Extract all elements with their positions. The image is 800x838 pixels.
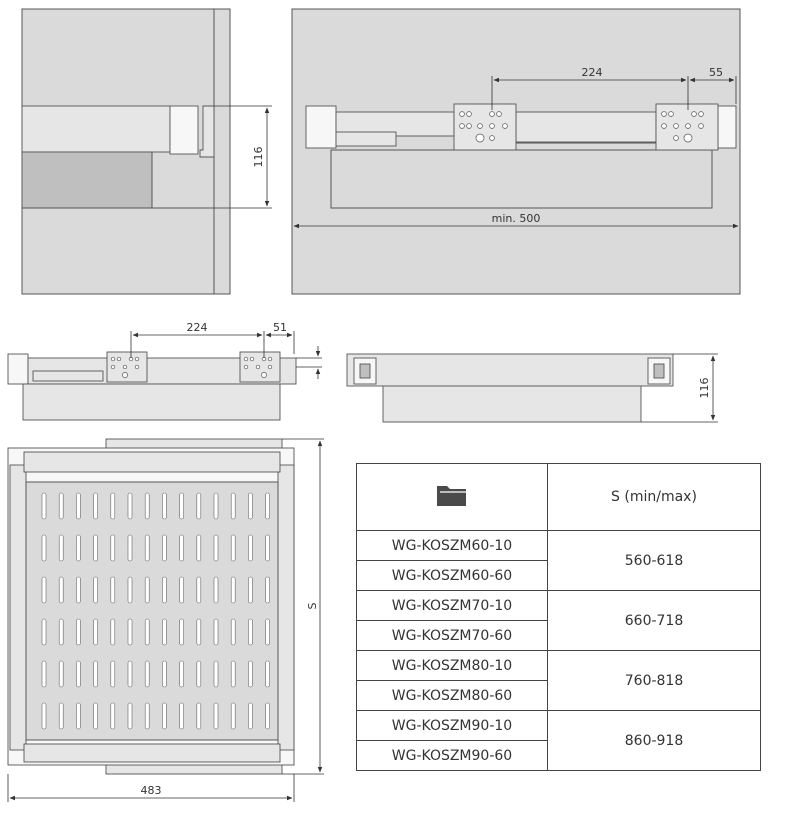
- perforation-slot: [76, 577, 80, 603]
- perforation-slot: [248, 619, 252, 645]
- perforation-slot: [266, 703, 270, 729]
- dim-side-height-label: 116: [698, 377, 711, 399]
- perforation-slot: [59, 535, 63, 561]
- perforation-slot: [145, 703, 149, 729]
- perforation-slot: [76, 493, 80, 519]
- perforation-slot: [42, 703, 46, 729]
- table-row: [357, 591, 761, 621]
- perforation-slot: [42, 577, 46, 603]
- perforation-slot: [248, 703, 252, 729]
- table-row: [357, 711, 761, 741]
- product-code: WG-KOSZM60-60: [357, 561, 548, 591]
- perforation-slot: [59, 493, 63, 519]
- perforation-slot: [162, 661, 166, 687]
- perforation-slot: [231, 619, 235, 645]
- perforation-slot: [128, 577, 132, 603]
- dim-offset-label: 55: [709, 66, 723, 79]
- perforation-slot: [248, 535, 252, 561]
- perforation-slot: [128, 661, 132, 687]
- folder-icon: [435, 482, 469, 508]
- perforation-slot: [94, 493, 98, 519]
- perforation-slot: [111, 619, 115, 645]
- perforation-slot: [197, 493, 201, 519]
- perforation-slot: [94, 661, 98, 687]
- perforation-slot: [42, 619, 46, 645]
- range-value: 860-918: [548, 711, 761, 771]
- perforation-slot: [266, 661, 270, 687]
- perforation-slot: [42, 493, 46, 519]
- perforation-slot: [94, 535, 98, 561]
- perforation-slot: [111, 577, 115, 603]
- dim-depth-label: S: [306, 602, 319, 610]
- side-view-small: [347, 354, 718, 422]
- perforation-slot: [266, 493, 270, 519]
- perforation-slot: [231, 493, 235, 519]
- perforation-slot: [180, 619, 184, 645]
- perforation-slot: [231, 535, 235, 561]
- perforation-slot: [145, 577, 149, 603]
- perforation-slot: [248, 661, 252, 687]
- perforation-slot: [231, 577, 235, 603]
- perforation-slot: [128, 493, 132, 519]
- range-value: 760-818: [548, 651, 761, 711]
- table-row: [357, 531, 761, 561]
- perforation-slot: [231, 661, 235, 687]
- table-header-row: [357, 464, 761, 531]
- side-section-view: [22, 9, 272, 294]
- perforation-slot: [180, 577, 184, 603]
- perforation-slot: [145, 661, 149, 687]
- perforation-slot: [162, 493, 166, 519]
- perforation-slot: [128, 703, 132, 729]
- perforation-slot: [94, 619, 98, 645]
- perforation-slot: [59, 703, 63, 729]
- perforation-slot: [111, 535, 115, 561]
- perforation-slot: [214, 661, 218, 687]
- product-code: WG-KOSZM70-10: [357, 591, 548, 621]
- product-code: WG-KOSZM80-10: [357, 651, 548, 681]
- perforation-slot: [197, 703, 201, 729]
- perforation-slot: [197, 661, 201, 687]
- perforation-slot: [76, 661, 80, 687]
- product-code: WG-KOSZM80-60: [357, 681, 548, 711]
- range-value: 560-618: [548, 531, 761, 591]
- perforation-slot: [162, 703, 166, 729]
- perforation-slot: [76, 619, 80, 645]
- perforation-slot: [145, 493, 149, 519]
- product-code: WG-KOSZM90-10: [357, 711, 548, 741]
- perforation-slot: [180, 493, 184, 519]
- product-code: WG-KOSZM60-10: [357, 531, 548, 561]
- perforation-slot: [94, 577, 98, 603]
- perforation-slot: [214, 619, 218, 645]
- perforation-slot: [42, 661, 46, 687]
- perforation-slot: [180, 535, 184, 561]
- perforation-slot: [180, 661, 184, 687]
- perforation-slot: [248, 577, 252, 603]
- perforation-slot: [197, 619, 201, 645]
- perforation-slot: [266, 577, 270, 603]
- dim-min-width-label: min. 500: [491, 212, 541, 225]
- product-code: WG-KOSZM90-60: [357, 741, 548, 771]
- dim-small-spacing-label: 224: [186, 321, 208, 334]
- dim-small-offset-label: 51: [273, 321, 287, 334]
- perforation-slot: [214, 535, 218, 561]
- front-section-view: [292, 9, 740, 294]
- front-view-small: [8, 321, 322, 420]
- header-icon-cell: [357, 464, 548, 531]
- perforation-slot: [266, 535, 270, 561]
- perforation-slot: [111, 703, 115, 729]
- perforation-slot: [59, 577, 63, 603]
- perforation-slot: [162, 535, 166, 561]
- perforation-slot: [128, 619, 132, 645]
- perforation-slot: [111, 493, 115, 519]
- perforation-slot: [94, 703, 98, 729]
- dim-spacing-label: 224: [581, 66, 603, 79]
- product-code: WG-KOSZM70-60: [357, 621, 548, 651]
- perforation-slot: [76, 703, 80, 729]
- perforation-slot: [111, 661, 115, 687]
- perforation-slot: [145, 535, 149, 561]
- perforation-slot: [180, 703, 184, 729]
- spec-table: [356, 463, 761, 771]
- perforation-slot: [266, 619, 270, 645]
- perforation-slot: [162, 577, 166, 603]
- perforation-slot: [42, 535, 46, 561]
- dim-plan-width-label: 483: [140, 784, 162, 797]
- perforation-slot: [214, 493, 218, 519]
- perforation-slot: [214, 577, 218, 603]
- perforation-slot: [197, 535, 201, 561]
- perforation-slot: [197, 577, 201, 603]
- header-s-label: S (min/max): [548, 464, 761, 531]
- perforation-slot: [59, 661, 63, 687]
- perforation-slot: [145, 619, 149, 645]
- range-value: 660-718: [548, 591, 761, 651]
- dim-height-label: 116: [252, 146, 265, 168]
- perforation-slot: [76, 535, 80, 561]
- perforation-slot: [231, 703, 235, 729]
- plan-view: [8, 439, 324, 802]
- perforation-slot: [128, 535, 132, 561]
- perforation-slot: [59, 619, 63, 645]
- table-row: [357, 651, 761, 681]
- perforation-slot: [248, 493, 252, 519]
- perforation-slot: [162, 619, 166, 645]
- perforation-slot: [214, 703, 218, 729]
